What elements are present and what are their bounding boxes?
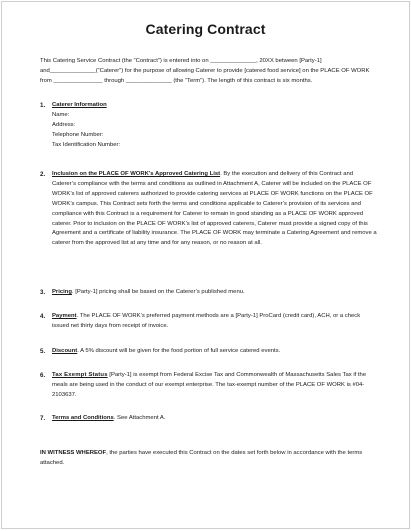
section-heading: Discount	[52, 348, 78, 354]
section-heading: Payment	[52, 313, 77, 319]
section-discount	[40, 347, 378, 357]
section-number: 1.	[40, 102, 46, 109]
document-page	[1, 1, 410, 529]
section-number: 6.	[40, 372, 46, 379]
section-text: . The PLACE OF WORK’s preferred payment methods are a [Party-1] ProCard (credit card), ACH, or a check issued net thirty days from receipt of invoice.	[52, 313, 361, 329]
section-pricing	[40, 288, 378, 298]
section-text: . By the execution and delivery of this Contract and Caterer’s compliance with the terms and conditions as outlined in Attachment A, Caterer will be included on the PLACE OF WORK’s list of approved caterers authorized to provide catering services at PLACE OF WORK functions on the PLACE OF WORK’s campus. This Contract sets forth the terms and conditions applicable to Caterer’s provision of its services and compliance with this Contract is a requirement for Caterer to remain in good standing as a PLACE OF WORK approved caterer. Prior to inclusion on the PLACE OF WORK’s list of approved caterers, Caterer must provide a signed copy of this Agreement and a certificate of liability insurance. The PLACE OF WORK may terminate a Catering Agreement and remove a caterer from the approved list at any time and for any reason, or no reason at all.	[52, 171, 377, 247]
witness-lead: IN WITNESS WHEREOF	[40, 450, 107, 456]
section-number: 2.	[40, 171, 46, 178]
witness-text: , the parties have executed this Contract on the dates set forth below in accordance with the terms attached.	[40, 450, 363, 466]
section-heading: Inclusion on the PLACE OF WORK's Approved Catering List	[52, 171, 221, 177]
section-number: 3.	[40, 289, 46, 296]
field-address-label: Address:	[52, 121, 76, 128]
section-text: . A 5% discount will be given for the food portion of full service catered events.	[77, 348, 281, 354]
section-heading: Caterer Information	[52, 102, 107, 108]
section-tax-exempt	[40, 371, 378, 401]
section-terms	[40, 414, 378, 424]
witness-paragraph	[40, 449, 378, 469]
field-name-label: Name:	[52, 111, 70, 118]
section-number: 5.	[40, 348, 46, 355]
field-tax-id-label: Tax Identification Number:	[52, 141, 121, 148]
section-text: . See Attachment A.	[113, 415, 166, 421]
section-heading: Terms and Conditions	[52, 415, 114, 421]
field-telephone-label: Telephone Number:	[52, 131, 104, 138]
intro-paragraph: This Catering Service Contract (the “Contract”) is entered into on ______________, 20XX between [Party-1] and______________(“Caterer”) for the purpose of allowing Caterer to provide [catered food service] on the PLACE OF WORK from _______________ through ______________ (the “Term”). The length of this contract is six months.	[40, 58, 370, 84]
section-number: 4.	[40, 313, 46, 320]
section-heading: Tax Exempt Status	[52, 372, 108, 378]
section-text: . [Party-1] pricing shall be based on the Caterer’s published menu.	[71, 289, 245, 295]
section-approved-list	[40, 170, 378, 249]
section-text: [Party-1] is exempt from Federal Excise Tax and Commonwealth of Massachusetts Sales Tax if the meals are being used in the conduct of our exempt enterprise. The tax-exempt number of the PLACE OF WORK is #04-2103637.	[52, 372, 367, 398]
section-number: 7.	[40, 415, 46, 422]
section-heading: Pricing	[52, 289, 72, 295]
section-payment	[40, 312, 378, 332]
page-title: Catering Contract	[145, 21, 266, 37]
section-caterer-information	[40, 101, 378, 151]
